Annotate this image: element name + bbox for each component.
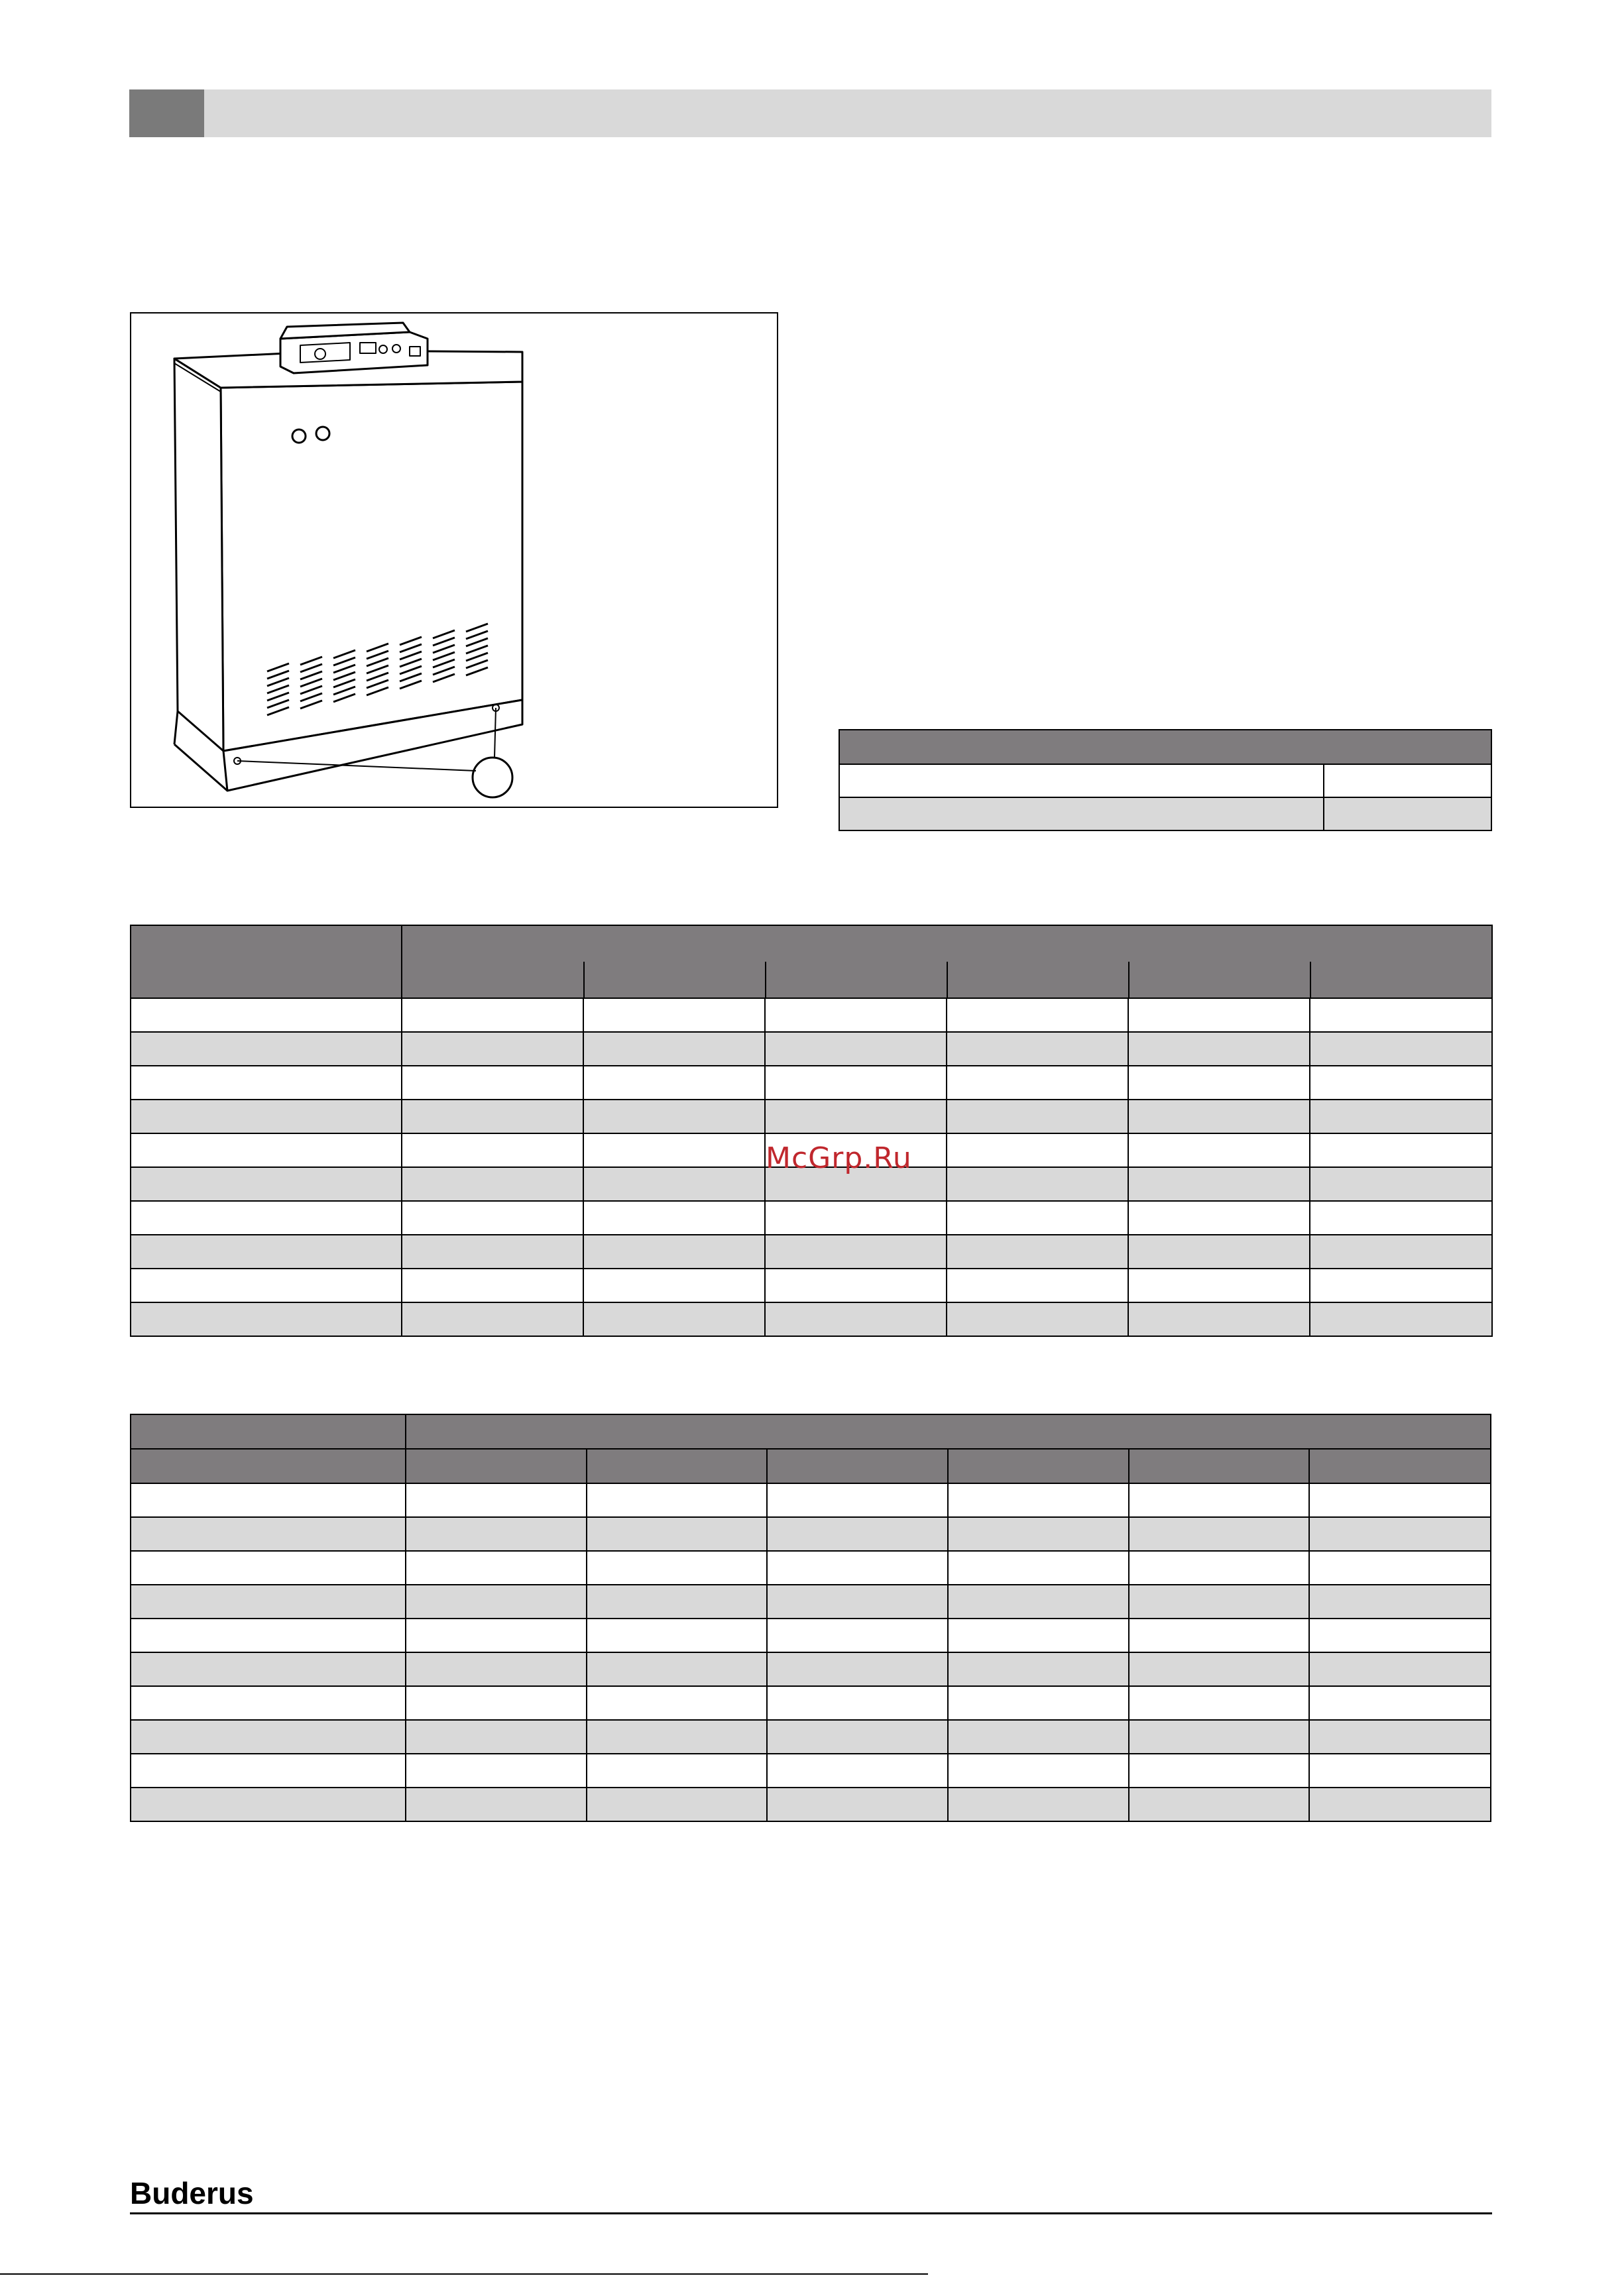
table-cell <box>1309 1652 1491 1686</box>
table-cell <box>587 1483 767 1517</box>
table-cell <box>587 1754 767 1788</box>
table-cell <box>131 1100 402 1133</box>
table-cell <box>406 1619 587 1652</box>
table-cell <box>765 1100 947 1133</box>
table-cell <box>947 1133 1128 1167</box>
table-cell <box>947 1269 1128 1302</box>
table-cell <box>1310 1201 1492 1235</box>
table-cell <box>948 1483 1129 1517</box>
table-cell <box>765 1032 947 1066</box>
table-cell <box>948 1686 1129 1720</box>
table-cell <box>1128 1167 1310 1201</box>
table-cell <box>131 1686 406 1720</box>
table-cell <box>1128 1066 1310 1100</box>
table-cell <box>402 1032 583 1066</box>
table-cell <box>402 1100 583 1133</box>
table-cell <box>948 1652 1129 1686</box>
table-cell <box>1310 1066 1492 1100</box>
table-cell <box>1128 1032 1310 1066</box>
table-cell <box>765 998 947 1032</box>
table-cell <box>767 1585 948 1619</box>
table-cell <box>406 1754 587 1788</box>
table-cell <box>406 1652 587 1686</box>
table-cell <box>131 1788 406 1821</box>
table-cell <box>131 1269 402 1302</box>
table-cell <box>1310 1100 1492 1133</box>
table-cell <box>947 1100 1128 1133</box>
table-cell <box>947 1235 1128 1269</box>
footer-rule <box>130 2212 1492 2214</box>
table-cell <box>767 1686 948 1720</box>
table-cell <box>402 1167 583 1201</box>
table-cell <box>1128 1235 1310 1269</box>
table-cell <box>131 1517 406 1551</box>
table-cell <box>131 1167 402 1201</box>
table-cell <box>1310 1032 1492 1066</box>
table-cell <box>583 1269 765 1302</box>
boiler-figure <box>130 312 778 808</box>
table-cell <box>1310 1167 1492 1201</box>
table-cell <box>131 1201 402 1235</box>
table-cell <box>406 1483 587 1517</box>
table-cell <box>587 1788 767 1821</box>
table-cell <box>1129 1585 1309 1619</box>
table-cell <box>583 1201 765 1235</box>
data-table-1 <box>130 925 1493 1337</box>
boiler-illustration-icon <box>131 313 778 808</box>
table-cell <box>767 1754 948 1788</box>
table-header <box>402 925 1492 998</box>
table-cell <box>947 1032 1128 1066</box>
table-cell <box>1309 1619 1491 1652</box>
table-cell <box>1309 1720 1491 1754</box>
table-cell <box>406 1720 587 1754</box>
table-cell <box>402 1133 583 1167</box>
table-header <box>767 1449 948 1483</box>
table-cell <box>948 1619 1129 1652</box>
table-cell <box>767 1788 948 1821</box>
table-cell <box>583 1302 765 1336</box>
table-header <box>948 1449 1129 1483</box>
table-header <box>131 1449 406 1483</box>
table-header <box>1309 1449 1491 1483</box>
table-header <box>131 1414 406 1449</box>
table-cell <box>1309 1551 1491 1585</box>
table-cell <box>1129 1551 1309 1585</box>
table-cell <box>948 1517 1129 1551</box>
table-cell <box>947 1066 1128 1100</box>
table-cell <box>406 1551 587 1585</box>
table-cell <box>583 1133 765 1167</box>
table-header <box>406 1414 1491 1449</box>
table-cell <box>948 1788 1129 1821</box>
table-cell <box>131 1032 402 1066</box>
table-cell <box>767 1619 948 1652</box>
table-cell <box>1324 764 1491 797</box>
table-cell <box>1310 998 1492 1032</box>
table-cell <box>765 1302 947 1336</box>
table-cell <box>1309 1686 1491 1720</box>
table-cell <box>131 1720 406 1754</box>
table-cell <box>131 1551 406 1585</box>
table-cell <box>1129 1754 1309 1788</box>
table-cell <box>1309 1483 1491 1517</box>
table-cell <box>583 1167 765 1201</box>
table-cell <box>587 1619 767 1652</box>
table-cell <box>1309 1585 1491 1619</box>
table-cell <box>131 1483 406 1517</box>
table-cell <box>583 1235 765 1269</box>
table-cell <box>583 1066 765 1100</box>
table-cell <box>402 1302 583 1336</box>
table-cell <box>767 1517 948 1551</box>
table-cell <box>131 1066 402 1100</box>
table-cell <box>131 998 402 1032</box>
table-cell <box>947 1302 1128 1336</box>
table-cell <box>587 1517 767 1551</box>
table-cell <box>947 1167 1128 1201</box>
table-cell <box>587 1720 767 1754</box>
column-dividers <box>402 962 1493 997</box>
table-cell <box>1310 1269 1492 1302</box>
table-cell <box>406 1788 587 1821</box>
table-cell <box>1309 1788 1491 1821</box>
legend-table <box>839 729 1492 831</box>
table-cell <box>402 1235 583 1269</box>
table-cell <box>1128 1302 1310 1336</box>
table-cell <box>1310 1235 1492 1269</box>
table-cell <box>1128 998 1310 1032</box>
header-bar <box>129 89 1491 137</box>
watermark: McGrp.Ru <box>766 1141 912 1175</box>
table-cell <box>765 1201 947 1235</box>
table-cell <box>131 1302 402 1336</box>
table-cell <box>402 1201 583 1235</box>
table-cell <box>767 1483 948 1517</box>
table-cell <box>1324 797 1491 830</box>
table-cell <box>1129 1788 1309 1821</box>
buderus-logo: Buderus <box>130 2176 254 2210</box>
table-cell <box>1128 1100 1310 1133</box>
table-cell <box>402 1269 583 1302</box>
table-cell <box>131 1585 406 1619</box>
table-cell <box>406 1686 587 1720</box>
table-header <box>131 925 402 998</box>
table-cell <box>131 1235 402 1269</box>
table-cell <box>948 1585 1129 1619</box>
table-cell <box>587 1652 767 1686</box>
data-table-2 <box>130 1414 1491 1822</box>
table-cell <box>1309 1754 1491 1788</box>
table-cell <box>765 1066 947 1100</box>
table-cell <box>1310 1133 1492 1167</box>
table-cell <box>131 1133 402 1167</box>
table-cell <box>765 1235 947 1269</box>
table-cell <box>1129 1720 1309 1754</box>
table-cell <box>948 1754 1129 1788</box>
table-cell <box>839 797 1324 830</box>
table-cell <box>402 1066 583 1100</box>
table-header <box>1129 1449 1309 1483</box>
table-cell <box>767 1551 948 1585</box>
table-cell <box>406 1517 587 1551</box>
table-cell <box>1128 1133 1310 1167</box>
table-cell <box>767 1720 948 1754</box>
table-cell <box>948 1720 1129 1754</box>
table-cell <box>1128 1201 1310 1235</box>
table-cell <box>767 1652 948 1686</box>
table-header <box>839 730 1491 764</box>
table-cell <box>1129 1686 1309 1720</box>
table-cell <box>1128 1269 1310 1302</box>
table-cell <box>948 1551 1129 1585</box>
table-cell <box>1129 1517 1309 1551</box>
table-cell <box>1310 1302 1492 1336</box>
chapter-tab <box>129 89 204 137</box>
table-cell <box>402 998 583 1032</box>
table-cell <box>587 1686 767 1720</box>
table-cell <box>1129 1619 1309 1652</box>
table-cell <box>131 1619 406 1652</box>
table-cell <box>587 1585 767 1619</box>
table-cell <box>1129 1652 1309 1686</box>
table-header <box>587 1449 767 1483</box>
page-edge-rule <box>0 2273 928 2275</box>
table-cell <box>947 998 1128 1032</box>
table-cell <box>765 1269 947 1302</box>
table-cell <box>406 1585 587 1619</box>
table-cell <box>583 998 765 1032</box>
table-cell <box>947 1201 1128 1235</box>
table-cell <box>131 1652 406 1686</box>
table-cell <box>131 1754 406 1788</box>
table-cell <box>583 1100 765 1133</box>
table-cell <box>1309 1517 1491 1551</box>
table-cell <box>1129 1483 1309 1517</box>
table-cell <box>839 764 1324 797</box>
table-cell <box>583 1032 765 1066</box>
table-header <box>406 1449 587 1483</box>
table-cell <box>587 1551 767 1585</box>
